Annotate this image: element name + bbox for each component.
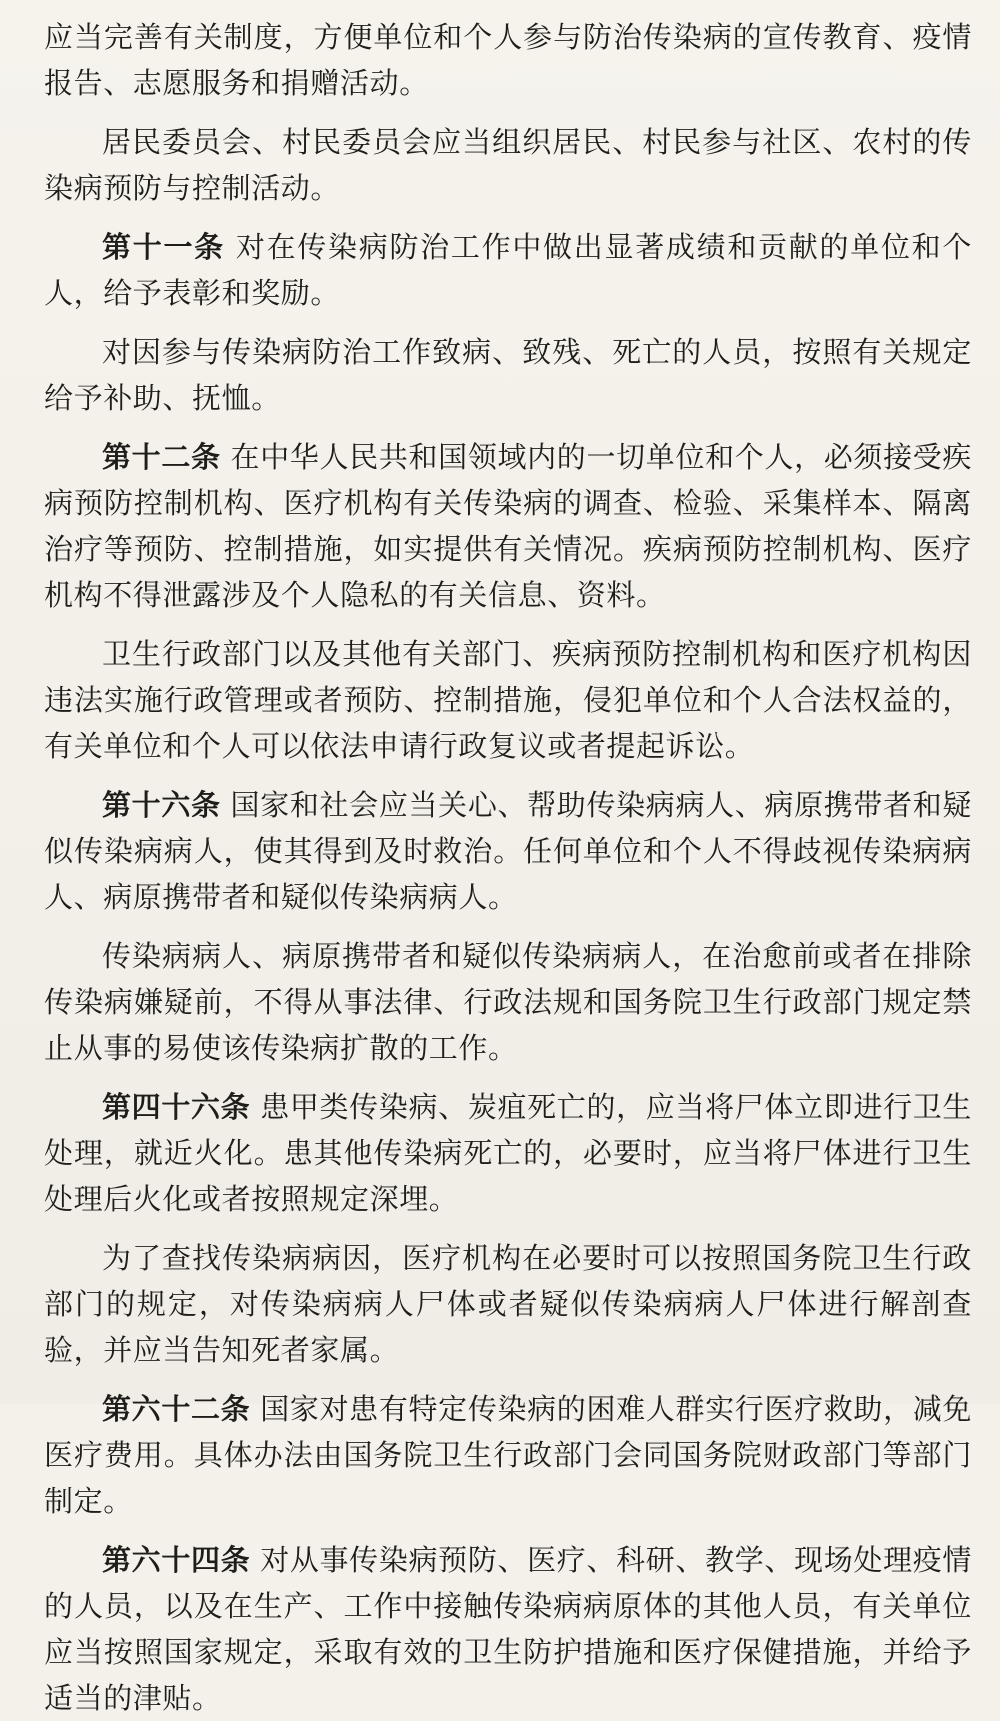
paragraph-text: 传染病病人、病原携带者和疑似传染病病人，在治愈前或者在排除传染病嫌疑前，不得从事法律、行政法规和国务院卫生行政部门规定禁止从事的易使该传染病扩散的工作。 [44,939,972,1065]
article-16 [44,782,972,920]
article-text: 在中华人民共和国领域内的一切单位和个人，必须接受疾病预防控制机构、医疗机构有关传染病的调查、检验、采集样本、隔离治疗等预防、控制措施，如实提供有关情况。疾病预防控制机构、医疗机构不得泄露涉及个人隐私的有关信息、资料。 [44,440,972,612]
paragraph-text: 卫生行政部门以及其他有关部门、疾病预防控制机构和医疗机构因违法实施行政管理或者预防、控制措施，侵犯单位和个人合法权益的，有关单位和个人可以依法申请行政复议或者提起诉讼。 [44,637,972,763]
paragraph [44,631,972,769]
article-46 [44,1084,972,1222]
paragraph [44,119,972,211]
paragraph-text: 对因参与传染病防治工作致病、致残、死亡的人员，按照有关规定给予补助、抚恤。 [44,335,972,415]
article-text: 国家对患有特定传染病的困难人群实行医疗救助，减免医疗费用。具体办法由国务院卫生行政部门会同国务院财政部门等部门制定。 [44,1392,972,1518]
article-number: 第十一条 [102,230,225,264]
article-number: 第十六条 [102,788,221,822]
article-number: 第十二条 [102,440,221,474]
article-number: 第六十四条 [102,1543,251,1577]
paragraph-continuation [44,14,972,106]
article-64 [44,1537,972,1721]
article-11 [44,224,972,316]
paragraph [44,329,972,421]
article-number: 第六十二条 [102,1392,251,1426]
article-number: 第四十六条 [102,1090,251,1124]
article-text: 对从事传染病预防、医疗、科研、教学、现场处理疫情的人员，以及在生产、工作中接触传染病病原体的其他人员，有关单位应当按照国家规定，采取有效的卫生防护措施和医疗保健措施，并给予适当的津贴。 [44,1543,972,1715]
article-62 [44,1386,972,1524]
paragraph-text: 应当完善有关制度，方便单位和个人参与防治传染病的宣传教育、疫情报告、志愿服务和捐赠活动。 [44,20,972,100]
article-text: 国家和社会应当关心、帮助传染病病人、病原携带者和疑似传染病病人，使其得到及时救治。任何单位和个人不得歧视传染病病人、病原携带者和疑似传染病病人。 [44,788,972,914]
article-text: 患甲类传染病、炭疽死亡的，应当将尸体立即进行卫生处理，就近火化。患其他传染病死亡的，必要时，应当将尸体进行卫生处理后火化或者按照规定深埋。 [44,1090,972,1216]
paragraph [44,1235,972,1373]
paragraph-text: 为了查找传染病病因，医疗机构在必要时可以按照国务院卫生行政部门的规定，对传染病病人尸体或者疑似传染病病人尸体进行解剖查验，并应当告知死者家属。 [44,1241,972,1367]
paragraph [44,933,972,1071]
article-text: 对在传染病防治工作中做出显著成绩和贡献的单位和个人，给予表彰和奖励。 [44,230,973,310]
article-12 [44,434,972,618]
paragraph-text: 居民委员会、村民委员会应当组织居民、村民参与社区、农村的传染病预防与控制活动。 [44,125,972,205]
